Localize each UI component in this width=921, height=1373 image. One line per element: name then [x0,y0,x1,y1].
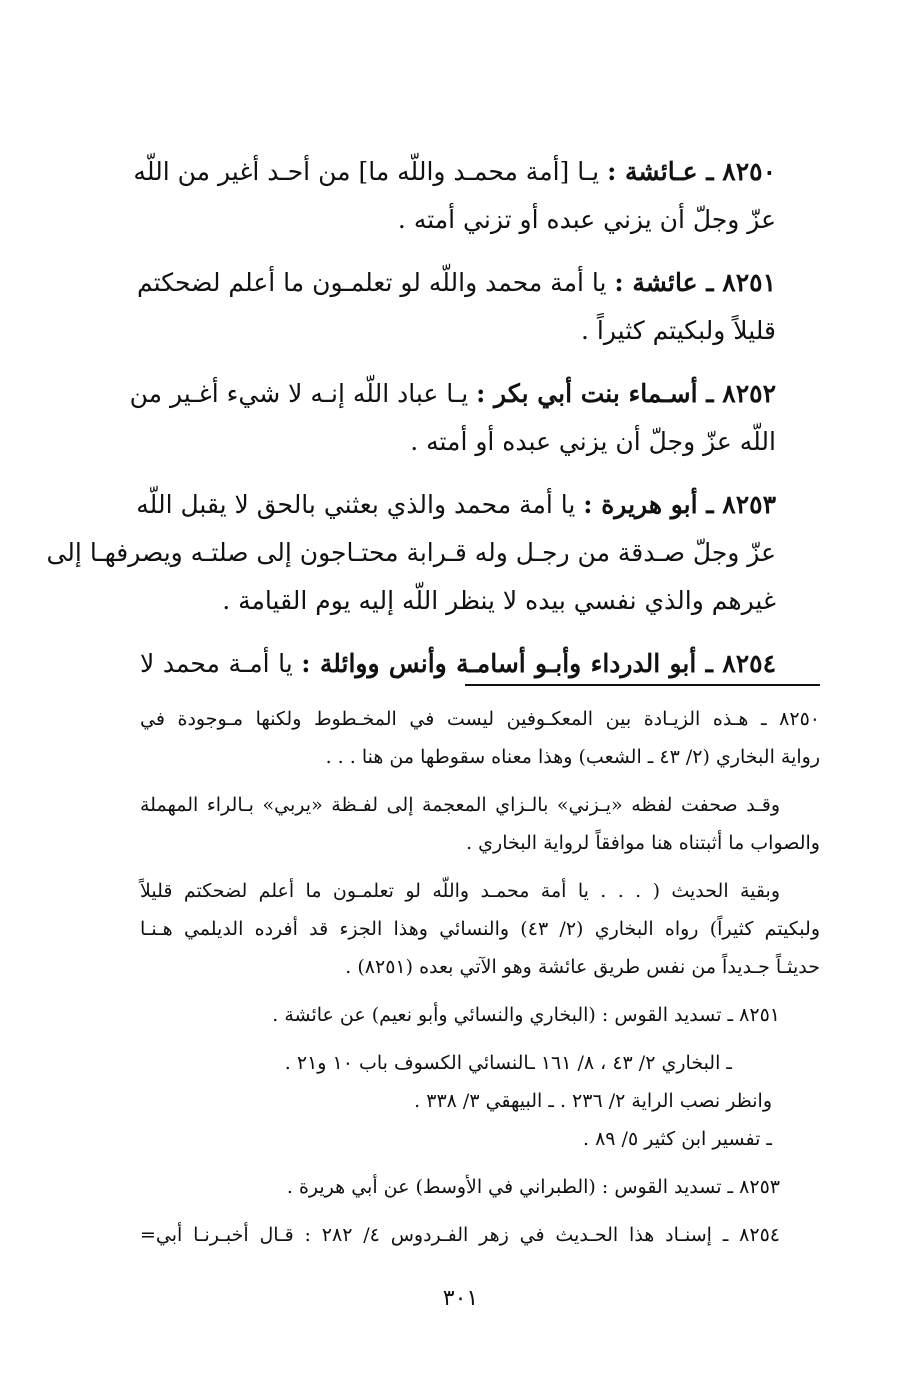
text-line [129,370,776,418]
footnote-line: وبقية الحديث ( . . . يا أمة محمـد واللّه لو تعلمـون ما أعلم لضحكتم قليلاً [140,880,780,902]
footnote [140,1216,820,1254]
entry-heading: ٨٢٥٠ ـ عـائشة : [607,157,776,186]
footnote [140,996,820,1034]
main-text [46,148,777,703]
entry-text: يا أمـة محمد لا [140,649,293,678]
footnote-line: حديثـاً جـديداً من نفس طريق عائشة وهو الآتي بعده (٨٢٥١) . [345,956,820,978]
footnote [140,786,820,862]
footnote [140,700,820,776]
entry-text: يا أمة محمد واللّه لو تعلمـون ما أعلم لضحكتم [137,268,607,297]
entry-text: يـا عباد اللّه إنـه لا شيء أغـير من [129,379,469,408]
entry-heading: ٨٢٥١ ـ عائشة : [614,268,776,297]
footnote-line: ٨٢٥٤ ـ إسنـاد هذا الحـديث في زهر الفـردوس ٤/ ٢٨٢ : قـال أخبـرنـا أبي= [140,1224,780,1246]
entry-text: يـا [أمة محمـد واللّه ما] من أحـد أغير من اللّه [133,157,600,186]
hadith-entry [140,640,776,688]
entry-heading: ٨٢٥٣ ـ أبو هريرة : [583,490,776,519]
entry-text: يا أمة محمد والذي بعثني بالحق لا يقبل اللّه [136,490,576,519]
footnote-line: ـ تفسير ابن كثير ٥/ ٨٩ . [582,1128,772,1150]
entry-heading: ٨٢٥٤ ـ أبو الدرداء وأبـو أسامـة وأنس ووائلة : [301,649,777,678]
footnote-line: ٨٢٥١ ـ تسديد القوس : (البخاري والنسائي وأبو نعيم) عن عائشة . [272,1004,780,1026]
text-line [140,640,776,688]
text-line: عزّ وجلّ صـدقة من رجـل وله قـرابة محتـاجون إلى صلتـه ويصرفهـا إلى [46,538,776,567]
page-number: ٣٠١ [442,1286,479,1311]
footnote [140,1168,820,1206]
footnote-line: والصواب ما أثبتناه هنا موافقاً لرواية البخاري . [466,832,820,854]
footnotes [140,700,820,1264]
entry-heading: ٨٢٥٢ ـ أسـماء بنت أبي بكر : [476,379,776,408]
hadith-entry [133,148,776,244]
footnote [140,872,820,986]
footnote-line: رواية البخاري (٢/ ٤٣ ـ الشعب) وهذا معناه سقوطها من هنا . . . [325,746,820,768]
hadith-entry [46,481,776,625]
footnote-line: وانظر نصب الراية ٢/ ٢٣٦ . ـ البيهقي ٣/ ٣٣٨ . [414,1090,772,1112]
footnote [140,1044,820,1158]
hadith-entry [137,259,776,355]
text-line [136,481,776,529]
text-line: اللّه عزّ وجلّ أن يزني عبده أو أمته . [410,427,776,456]
footnote-line: ولبكيتم كثيراً) رواه البخاري (٢/ ٤٣) والنسائي وهذا الجزء قد أفرده الديلمي هـنـا [140,918,820,940]
text-line: قليلاً ولبكيتم كثيراً . [581,316,776,345]
text-line: غيرهم والذي نفسي بيده لا ينظر اللّه إليه يوم القيامة . [222,586,776,615]
hadith-entry [129,370,776,466]
footnote-line: ٨٢٥٣ ـ تسديد القوس : (الطبراني في الأوسط) عن أبي هريرة . [286,1176,780,1198]
text-line [133,148,776,196]
text-line: عزّ وجلّ أن يزني عبده أو تزني أمته . [397,205,776,234]
footnote-separator [465,684,820,686]
text-line [137,259,776,307]
footnote-line: وقـد صحفت لفظه «يـزني» بالـزاي المعجمة إلى لفـظة «يربي» بـالراء المهملة [140,794,780,816]
footnote-line: ـ البخاري ٢/ ٤٣ ، ٨/ ١٦١ ـالنسائي الكسوف باب ١٠ و٢١ . [284,1052,732,1074]
footnote-line: ٨٢٥٠ ـ هـذه الزيـادة بين المعكـوفين ليست في المخـطوط ولكنها مـوجودة في [140,708,820,730]
